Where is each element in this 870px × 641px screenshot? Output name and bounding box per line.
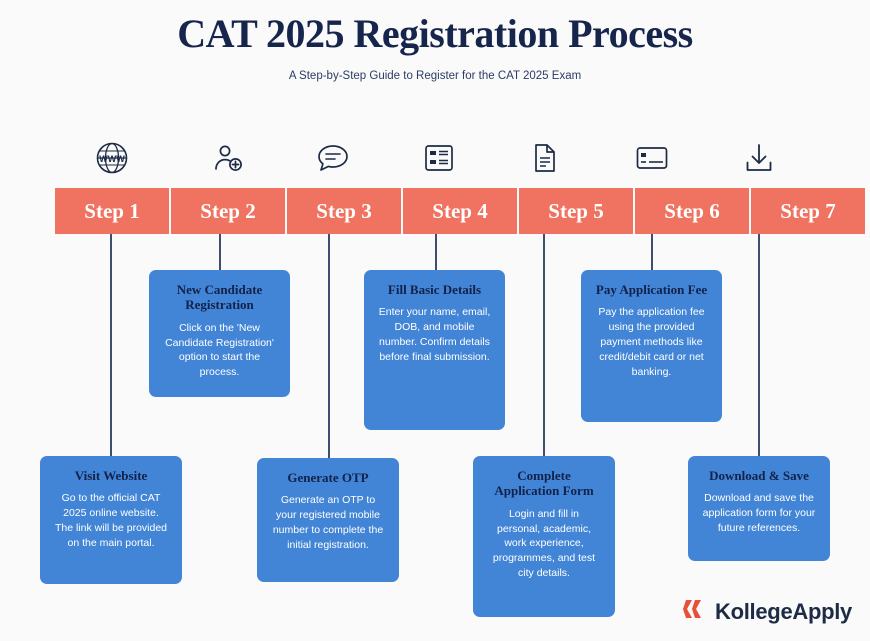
globe-www-icon bbox=[92, 138, 132, 178]
step-card-6 bbox=[581, 270, 722, 422]
step-card-4 bbox=[364, 270, 505, 430]
page-subtitle: A Step-by-Step Guide to Register for the CAT 2025 Exam bbox=[288, 70, 582, 82]
step-chip-6[interactable]: Step 6 bbox=[635, 188, 751, 234]
step-card-3-title: Generate OTP bbox=[287, 470, 369, 485]
step-card-2 bbox=[149, 270, 290, 397]
chat-message-icon bbox=[313, 138, 353, 178]
step-card-5-text: Login and fill in personal, academic, work experience, programmes, and test city details. bbox=[492, 507, 596, 580]
step-card-7-text: Download and save the application form for your future references. bbox=[702, 492, 816, 535]
step-bar bbox=[55, 188, 865, 234]
step-card-1-title: Visit Website bbox=[74, 468, 148, 483]
step-card-5 bbox=[473, 456, 615, 617]
connector-step-7 bbox=[758, 234, 760, 456]
step-card-5-title: Complete Application Form bbox=[494, 468, 594, 499]
step-card-3 bbox=[257, 458, 399, 582]
step-chip-1[interactable]: Step 1 bbox=[55, 188, 171, 234]
connector-step-5 bbox=[543, 234, 545, 456]
add-user-icon bbox=[208, 138, 248, 178]
page-title: CAT 2025 Registration Process bbox=[177, 11, 693, 56]
connector-step-4 bbox=[435, 234, 437, 270]
step-chip-7[interactable]: Step 7 bbox=[751, 188, 865, 234]
brand-logo[interactable] bbox=[682, 596, 852, 627]
connector-step-3 bbox=[328, 234, 330, 458]
step-chip-5[interactable]: Step 5 bbox=[519, 188, 635, 234]
step-card-2-text: Click on the 'New Candidate Registration' option to start the process. bbox=[165, 321, 274, 379]
credit-card-icon bbox=[632, 138, 672, 178]
step-card-7-title: Download & Save bbox=[709, 468, 809, 483]
step-chip-3[interactable]: Step 3 bbox=[287, 188, 403, 234]
step-chip-4[interactable]: Step 4 bbox=[403, 188, 519, 234]
form-list-icon bbox=[419, 138, 459, 178]
step-chip-2[interactable]: Step 2 bbox=[171, 188, 287, 234]
step-card-6-text: Pay the application fee using the provided payment methods like credit/debit card or net banking. bbox=[598, 306, 705, 378]
connector-step-2 bbox=[219, 234, 221, 270]
svg-text:WWW: WWW bbox=[99, 154, 125, 164]
step-icons-row bbox=[55, 138, 865, 180]
brand-name: KollegeApply bbox=[715, 598, 852, 624]
step-card-4-title: Fill Basic Details bbox=[387, 282, 482, 297]
step-card-2-title: New Candidate Registration bbox=[176, 282, 263, 313]
document-icon bbox=[525, 138, 565, 178]
step-card-4-text: Enter your name, email, DOB, and mobile number. Confirm details before final submission. bbox=[378, 306, 491, 364]
step-card-7 bbox=[688, 456, 830, 561]
step-card-3-text: Generate an OTP to your registered mobile number to complete the initial registration. bbox=[272, 494, 384, 552]
step-card-1-text: Go to the official CAT 2025 online website. The link will be provided on the main portal. bbox=[54, 492, 168, 550]
download-icon bbox=[739, 138, 779, 178]
step-card-1 bbox=[40, 456, 182, 584]
step-card-6-title: Pay Application Fee bbox=[595, 282, 708, 297]
connector-step-6 bbox=[651, 234, 653, 270]
connector-step-1 bbox=[110, 234, 112, 456]
kollegeapply-mark-icon bbox=[682, 596, 708, 627]
